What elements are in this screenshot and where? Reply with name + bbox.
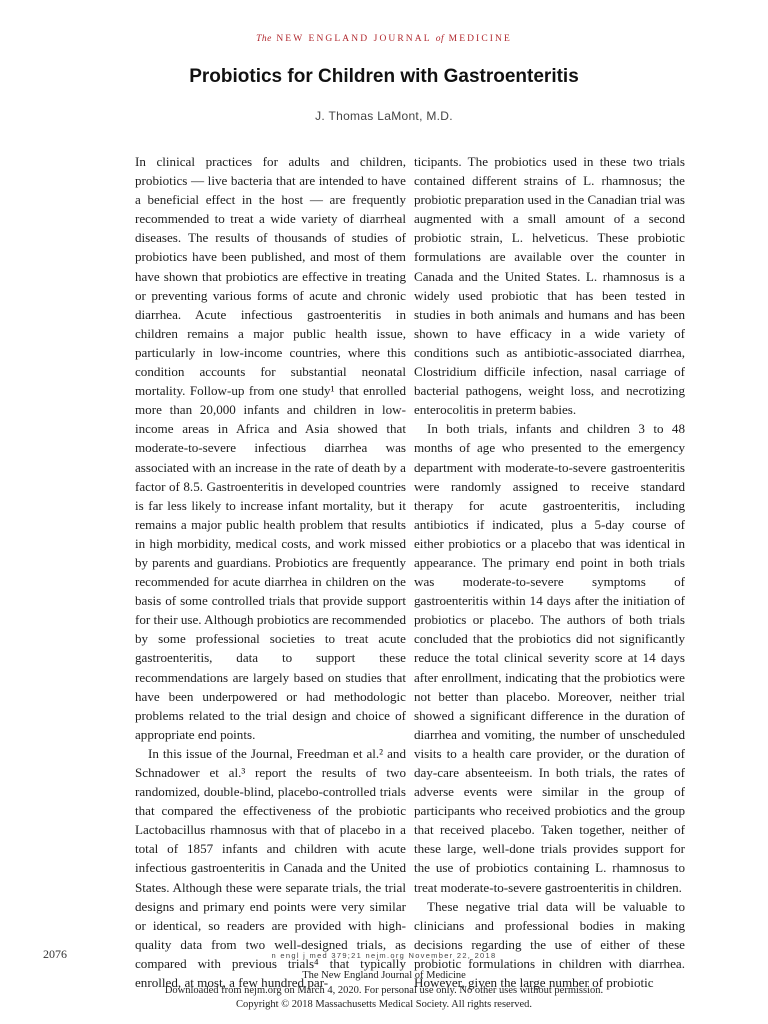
masthead-nejm: NEW ENGLAND JOURNAL	[276, 34, 432, 44]
paragraph: These negative trial data will be valuable to clinicians and professional bodies in making decisions regarding the use of either of these probiotic formulations in children with diarrhea. However, given the large number of probiotic	[414, 898, 685, 991]
article-author: J. Thomas LaMont, M.D.	[315, 109, 453, 123]
masthead-medicine: MEDICINE	[448, 34, 512, 44]
page-number: 2076	[43, 947, 67, 961]
download-notice-journal: The New England Journal of Medicine	[302, 970, 466, 981]
journal-masthead	[0, 34, 768, 44]
masthead-of: of	[435, 34, 445, 44]
right-column	[414, 152, 685, 992]
paragraph: In both trials, infants and children 3 to 48 months of age who presented to the emergency department with moderate-to-severe gastroenteritis were randomly assigned to receive standard therapy for acute gastroenteritis, including antibiotics if indicated, plus a 5-day course of either probiotics or a placebo that was identical in appearance. The primary end point in both trials was moderate-to-severe symptoms of gastroenteritis within 14 days after the initiation of probiotics or placebo. The authors of both trials concluded that the probiotics did not significantly reduce the total clinical severity score at 14 days after enrollment, indicating that the probiotics were not better than placebo. Moreover, neither trial showed a significant difference in the duration of diarrhea and vomiting, the number of unscheduled visits to a health care provider, or the duration of day-care absenteeism. In both trials, the rates of adverse events were similar in the group of participants who received probiotics and the group that received placebo. Taken together, neither of these large, well-done trials provides support for the use of probiotics containing L. rhamnosus to treat moderate-to-severe gastroenteritis in children.	[414, 421, 685, 895]
download-notice-usage: Downloaded from nejm.org on March 4, 2020. For personal use only. No other uses without permission.	[164, 985, 604, 996]
download-notice-copyright: Copyright © 2018 Massachusetts Medical Society. All rights reserved.	[236, 999, 532, 1010]
article-title: Probiotics for Children with Gastroenteritis	[189, 66, 579, 87]
paragraph: In clinical practices for adults and children, probiotics — live bacteria that are intended to have a beneficial effect in the host — are frequently recommended to treat a wide variety of diarrheal diseases. The results of thousands of studies of probiotics have been published, and most of them have shown that probiotics are effective in treating or preventing various forms of acute and chronic diarrhea. Acute infectious gastroenteritis in children remains a major public health issue, particularly in low-income countries, where this condition accounts for substantial neonatal mortality. Follow-up from one study¹ that enrolled more than 20,000 infants and children in low-income areas in Africa and Asia showed that moderate-to-severe infectious diarrhea was associated with an increase in the rate of death by a factor of 8.5. Gastroenteritis in developed countries is far less likely to increase infant mortality, but it remains a major public health problem that results in high morbidity, medical costs, and work missed by parents and guardians. Probiotics are frequently recommended for acute diarrhea in children on the basis of some controlled trials that provide support for their use. Although probiotics are recommended by some professional societies to treat acute gastroenteritis, data to support these recommendations are largely based on studies that have been underpowered or had methodologic problems related to the trial design and choice of appropriate end points.	[135, 154, 406, 742]
left-column	[135, 152, 406, 992]
masthead-the: The	[256, 34, 272, 44]
paragraph: In this issue of the Journal, Freedman et al.² and Schnadower et al.³ report the results of two randomized, double-blind, placebo-controlled trials that compared the effectiveness of the probiotic Lactobacillus rhamnosus with that of placebo in a total of 1857 infants and children with acute infectious gastroenteritis in Canada and the United States. Although these were separate trials, the trial designs and primary end points were very similar or identical, so readers are provided with high-quality data from two well-designed trials, as compared with previous trials⁴ that typically enrolled, at most, a few hundred par-	[135, 745, 406, 991]
footer-citation: n engl j med 379;21 nejm.org November 22, 2018	[271, 951, 497, 960]
paragraph: ticipants. The probiotics used in these two trials contained different strains of L. rhamnosus; the probiotic preparation used in the Canadian trial was augmented with a small amount of a second probiotic strain, L. helveticus. These probiotic formulations are available over the counter in Canada and the United States. L. rhamnosus is a widely used probiotic that has been tested in studies in both animals and humans and has been shown to have efficacy in a wide variety of conditions such as antibiotic-associated diarrhea, Clostridium difficile infection, nasal carriage of bacterial pathogens, weight loss, and necrotizing enterocolitis in preterm babies.	[414, 154, 685, 418]
